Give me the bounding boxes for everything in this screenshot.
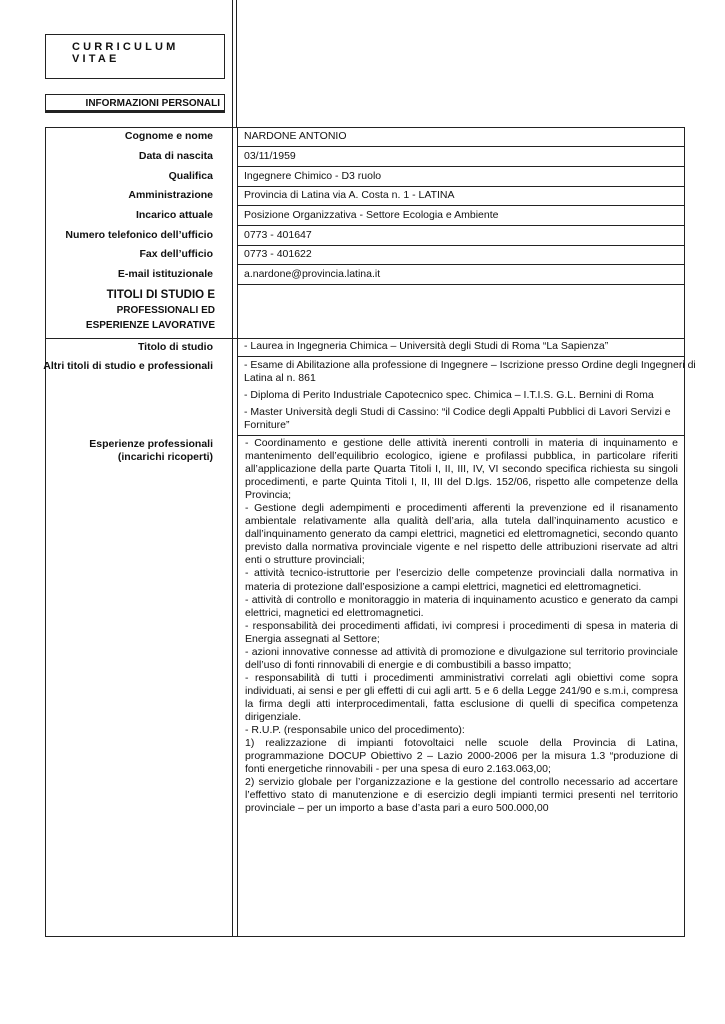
altri-titoli-line: Forniture”	[244, 419, 290, 432]
value-qualifica: Ingegnere Chimico - D3 ruolo	[244, 170, 382, 182]
esperienze-paragraph: 1) realizzazione di impianti fotovoltaici nelle scuole della Provincia di Latina, programmazione DOCUP Obiettivo 2 – Lazio 2000-2006 per la misura 1.3 “produzione di fonti energetiche rinnovabili - per una spesa di euro 2.163.063,00;	[245, 737, 678, 776]
esperienze-paragraph: - attività tecnico-istruttorie per l’esercizio delle competenze provinciali dalla normativa in materia di protezione dall’esposizione a campi elettrici, magnetici ed elettromagnetici.	[245, 567, 678, 593]
row-line	[237, 205, 685, 206]
row-line	[237, 435, 685, 436]
esperienze-paragraph: 2) servizio globale per l’organizzazione e la gestione del controllo necessario ad accertare l’effettivo stato di manutenzione e di esercizio degli impianti termici presenti nel territorio provinciale – per un importo a base d’asta pari a euro 500.000,00	[245, 776, 678, 815]
label-incarico-attuale: Incarico attuale	[135, 209, 213, 221]
row-line	[237, 166, 685, 167]
value-cognome-nome: NARDONE ANTONIO	[244, 130, 347, 142]
esperienze-paragraph: - Gestione degli adempimenti e procedimenti afferenti la prevenzione ed il risanamento ambientale relativamente alla qualità dell’aria, alla tutela dall’inquinamento acustico e dall’inquinamento generato da campi elettrici, magnetici ed elettromagnetici, secondo quanto previsto dalla normativa provinciale vigente e nel rispetto delle attribuzioni riservate ad altri enti o strutture provinciali;	[245, 502, 678, 567]
value-titolo-studio: - Laurea in Ingegneria Chimica – Università degli Studi di Roma “La Sapienza”	[244, 340, 609, 352]
label-titolo-studio: Titolo di studio	[137, 341, 213, 353]
label-cognome-nome: Cognome e nome	[124, 130, 213, 142]
row-line	[237, 356, 685, 357]
row-line	[237, 146, 685, 147]
label-esperienze-line1: Esperienze professionali	[89, 438, 213, 450]
personal-info-header	[45, 94, 225, 113]
section-titoli-line1: TITOLI DI STUDIO E	[106, 289, 215, 301]
label-amministrazione: Amministrazione	[128, 189, 213, 201]
altri-titoli-line: - Diploma di Perito Industriale Capotecnico spec. Chimica – I.T.I.S. G.L. Bernini di Roma	[244, 389, 654, 402]
row-line	[237, 264, 685, 265]
top-divider-line-2	[236, 0, 237, 128]
altri-titoli-block	[244, 359, 696, 432]
value-incarico-attuale: Posizione Organizzativa - Settore Ecologia e Ambiente	[244, 209, 499, 221]
value-telefono: 0773 - 401647	[244, 229, 312, 241]
row-line	[237, 284, 685, 285]
row-line	[237, 245, 685, 246]
section-titoli-line2: PROFESSIONALI ED	[116, 305, 215, 316]
esperienze-paragraph: - R.U.P. (responsabile unico del procedimento):	[245, 724, 465, 737]
label-fax: Fax dell’ufficio	[139, 248, 213, 260]
esperienze-paragraph: - responsabilità di tutti i procedimenti amministrativi correlati agli obiettivi come sopra individuati, ai sensi e per gli effetti di cui agli artt. 5 e 6 della Legge 241/90 e s.m.i, compresa la firma degli atti interprocedimentali, fatta esclusione di quelli di specifica competenza dirigenziale.	[245, 671, 678, 723]
row-line	[237, 186, 685, 187]
value-amministrazione: Provincia di Latina via A. Costa n. 1 - LATINA	[244, 189, 455, 201]
label-altri-titoli: Altri titoli di studio e professionali	[43, 360, 213, 372]
value-fax: 0773 - 401622	[244, 248, 312, 260]
row-line	[237, 225, 685, 226]
esperienze-block	[245, 437, 678, 815]
personal-info-title: INFORMAZIONI PERSONALI	[85, 98, 220, 109]
label-esperienze	[89, 438, 213, 464]
label-telefono: Numero telefonico dell’ufficio	[65, 229, 213, 241]
top-divider-line	[232, 0, 233, 128]
label-data-nascita: Data di nascita	[138, 150, 213, 162]
section-titoli-heading	[50, 288, 215, 333]
cv-title: CURRICULUM VITAE	[72, 41, 179, 65]
altri-titoli-line: - Esame di Abilitazione alla professione di Ingegnere – Iscrizione presso Ordine degli Ingegneri di	[244, 359, 696, 371]
label-esperienze-line2: (incarichi ricoperti)	[117, 451, 213, 463]
column-divider-left	[232, 127, 233, 937]
value-data-nascita: 03/11/1959	[244, 150, 296, 162]
esperienze-paragraph: - attività di controllo e monitoraggio in materia di inquinamento acustico e generato da campi elettrici, magnetici ed elettromagnetici.	[245, 593, 678, 619]
esperienze-paragraph: - responsabilità dei procedimenti affidati, ivi compresi i procedimenti di spesa in materia di Energia assegnati al Settore;	[245, 619, 678, 645]
altri-titoli-line: Latina al n. 861	[244, 372, 316, 385]
label-email: E-mail istituzionale	[117, 268, 213, 280]
cv-title-box	[45, 34, 225, 79]
column-divider-right	[237, 127, 238, 937]
value-email: a.nardone@provincia.latina.it	[244, 268, 381, 280]
label-qualifica: Qualifica	[168, 170, 213, 182]
row-line	[45, 338, 685, 339]
altri-titoli-line: - Master Università degli Studi di Cassino: “il Codice degli Appalti Pubblici di Lavori Servizi e	[244, 406, 671, 419]
esperienze-paragraph: - Coordinamento e gestione delle attività inerenti controlli in materia di inquinamento e mantenimento dell’equilibrio ecologico, igiene e profilassi pubblica, in particolare riferiti all’applicazione della parte Quarta Titoli I, II, III, IV, VI secondo specifica richiesta su singoli procedimenti, e parte Quinta Titoli I, II, III del D.lgs. 152/06, rispetto alle competenze della Provincia;	[245, 437, 678, 502]
esperienze-paragraph: - azioni innovative connesse ad attività di promozione e divulgazione sul territorio provinciale dell’uso di fonti rinnovabili di energie e di combustibili a basso impatto;	[245, 645, 678, 671]
section-titoli-line3: ESPERIENZE LAVORATIVE	[85, 320, 215, 331]
